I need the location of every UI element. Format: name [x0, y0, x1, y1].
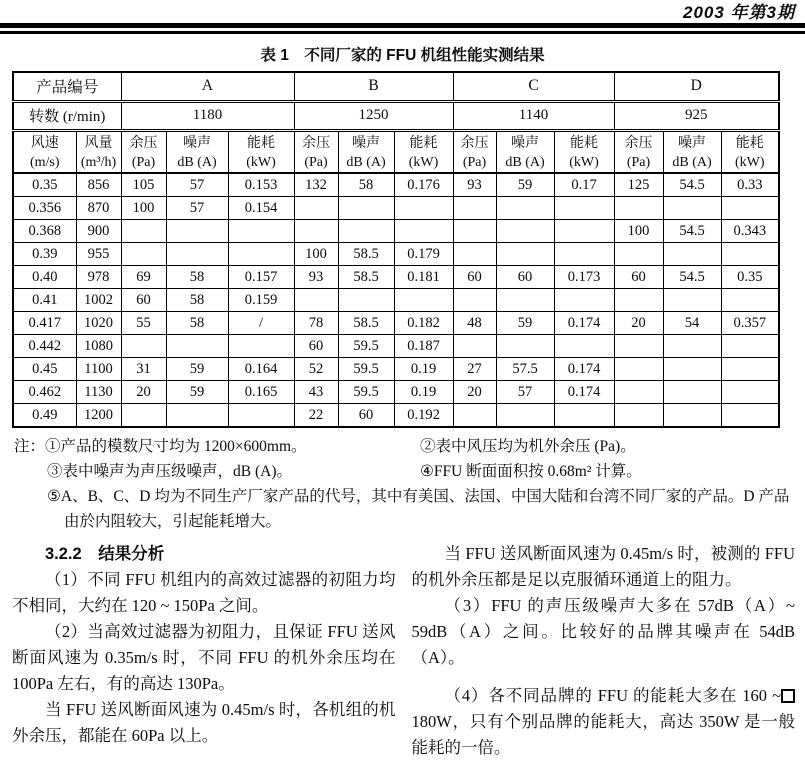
analysis-paragraph-text: （4）各不同品牌的 FFU 的能耗大多在 160 ~ 180W，只有个别品牌的能耗大，高达 350W 是一般能耗的一倍。: [411, 685, 795, 757]
cell-volume: 856: [76, 173, 121, 197]
cell-volume: 1080: [76, 334, 121, 357]
pressure-header-line1: 余压: [460, 135, 489, 151]
cell-value: 0.343: [721, 219, 779, 242]
energy-header-line1: 能耗: [409, 135, 438, 151]
pressure-header-line2: (Pa): [304, 154, 328, 170]
cell-value: [338, 219, 394, 242]
cell-value: [453, 288, 496, 311]
cell-value: 0.357: [721, 311, 779, 334]
notes-label: 注：: [14, 437, 46, 455]
cell-value: 0.157: [228, 265, 294, 288]
cell-value: [338, 196, 394, 219]
analysis-paragraph: （3）FFU 的声压级噪声大多在 57dB（A）~ 59dB（A）之间。比较好的品牌其噪声在 54dB（A）。: [411, 595, 795, 667]
pressure-header-cell: [294, 130, 338, 173]
cell-value: 54.5: [663, 219, 721, 242]
cell-velocity: 0.442: [13, 334, 76, 357]
cell-value: 58: [166, 265, 228, 288]
cell-value: [721, 288, 779, 311]
cell-velocity: 0.45: [13, 357, 76, 380]
cell-value: [453, 196, 496, 219]
noise-header-line2: dB (A): [346, 154, 386, 170]
analysis-right-column: [412, 541, 796, 761]
cell-value: 0.154: [228, 196, 294, 219]
rpm-a-cell: 1180: [121, 101, 294, 130]
analysis-paragraph: （1）不同 FFU 机组内的高效过滤器的初阻力均不相同，大约在 120 ~ 150Pa 之间。: [12, 569, 396, 615]
energy-header-line2: (kW): [246, 154, 276, 170]
cell-value: [614, 334, 663, 357]
cell-value: [453, 403, 496, 427]
note-4: ④FFU 断面面积按 0.68m² 计算。: [420, 462, 642, 480]
cell-value: 0.165: [228, 380, 294, 403]
cell-value: 59: [496, 173, 554, 197]
cell-value: [614, 357, 663, 380]
cell-value: [496, 334, 554, 357]
cell-value: 125: [614, 173, 663, 197]
cell-value: 58.5: [338, 242, 394, 265]
cell-value: 20: [453, 380, 496, 403]
cell-value: [496, 219, 554, 242]
cell-value: 0.174: [554, 357, 614, 380]
noise-header-line1: 噪声: [678, 135, 707, 151]
cell-value: [614, 288, 663, 311]
noise-header-cell: [166, 130, 228, 173]
cell-volume: 1020: [76, 311, 121, 334]
cell-value: [453, 242, 496, 265]
volume-header-line1: 风量: [84, 135, 113, 151]
cell-value: 0.192: [394, 403, 453, 427]
cell-velocity: 0.49: [13, 403, 76, 427]
cell-value: 54.5: [663, 173, 721, 197]
cell-value: 59: [496, 311, 554, 334]
cell-value: [663, 196, 721, 219]
results-table: [12, 71, 780, 428]
cell-velocity: 0.462: [13, 380, 76, 403]
product-b-cell: B: [294, 72, 453, 101]
energy-header-cell: [554, 130, 614, 173]
noise-header-cell: [338, 130, 394, 173]
cell-value: 0.164: [228, 357, 294, 380]
cell-value: /: [228, 311, 294, 334]
product-d-cell: D: [614, 72, 779, 101]
cell-value: 59.5: [338, 357, 394, 380]
cell-volume: 1100: [76, 357, 121, 380]
cell-value: [121, 334, 166, 357]
note-5: ⑤A、B、C、D 均为不同生产厂家产品的代号，其中有美国、法国、中国大陆和台湾不同厂家的产品。D 产品由於内阻较大，引起能耗增大。: [47, 487, 790, 530]
cell-value: 60: [453, 265, 496, 288]
cell-value: [663, 403, 721, 427]
cell-value: [228, 242, 294, 265]
note-3: ③表中噪声为声压级噪声，dB (A)。: [47, 462, 292, 480]
cell-value: 52: [294, 357, 338, 380]
corner-label-cell: 产品编号: [13, 72, 121, 101]
header-rule-bottom: [0, 31, 805, 34]
cell-value: [166, 403, 228, 427]
pressure-header-line1: 余压: [129, 135, 158, 151]
cell-value: 59.5: [338, 380, 394, 403]
cell-value: 48: [453, 311, 496, 334]
cell-value: [554, 334, 614, 357]
table-row: [13, 242, 779, 265]
cell-value: [394, 219, 453, 242]
table-notes: [14, 434, 794, 534]
cell-value: [121, 219, 166, 242]
cell-value: 100: [294, 242, 338, 265]
cell-value: 55: [121, 311, 166, 334]
volume-header-line2: (m³/h): [80, 154, 117, 170]
energy-header-line1: 能耗: [247, 135, 276, 151]
energy-header-line2: (kW): [408, 154, 439, 170]
cell-value: 31: [121, 357, 166, 380]
cell-value: [166, 219, 228, 242]
section-heading: 3.2.2 结果分析: [45, 544, 165, 563]
table-row: [13, 334, 779, 357]
velocity-header-cell: [13, 130, 76, 173]
noise-header-line2: dB (A): [177, 154, 217, 170]
cell-value: [554, 242, 614, 265]
table-row: [13, 173, 779, 197]
cell-velocity: 0.41: [13, 288, 76, 311]
cell-value: [663, 242, 721, 265]
cell-value: 105: [121, 173, 166, 197]
energy-header-line2: (kW): [569, 154, 599, 170]
rpm-d-cell: 925: [614, 101, 779, 130]
table-row: [13, 311, 779, 334]
cell-value: 57: [166, 173, 228, 197]
cell-value: 58.5: [338, 265, 394, 288]
note-2: ②表中风压均为机外余压 (Pa)。: [420, 437, 636, 455]
cell-value: [294, 196, 338, 219]
velocity-header-line1: 风速: [30, 135, 59, 151]
cell-value: 57: [496, 380, 554, 403]
cell-value: [496, 196, 554, 219]
product-c-cell: C: [453, 72, 614, 101]
cell-value: [721, 357, 779, 380]
cell-value: 93: [294, 265, 338, 288]
cell-value: 0.159: [228, 288, 294, 311]
energy-header-cell: [394, 130, 453, 173]
cell-velocity: 0.368: [13, 219, 76, 242]
pressure-header-cell: [121, 130, 166, 173]
cell-value: [228, 219, 294, 242]
cell-value: [721, 403, 779, 427]
cell-value: 0.19: [394, 357, 453, 380]
rpm-header-row: [13, 101, 779, 130]
cell-value: 54.5: [663, 265, 721, 288]
cell-value: [663, 288, 721, 311]
pressure-header-line2: (Pa): [462, 154, 487, 170]
cell-value: 0.187: [394, 334, 453, 357]
cell-value: 54: [663, 311, 721, 334]
cell-value: [121, 242, 166, 265]
cell-value: [228, 334, 294, 357]
energy-header-cell: [721, 130, 779, 173]
cell-value: [554, 403, 614, 427]
metric-header-row: [13, 130, 779, 173]
cell-value: 0.179: [394, 242, 453, 265]
table-row: [13, 357, 779, 380]
product-header-row: [13, 72, 779, 101]
cell-value: 132: [294, 173, 338, 197]
cell-value: [614, 242, 663, 265]
cell-value: [394, 196, 453, 219]
cell-value: [721, 242, 779, 265]
table-row: [13, 380, 779, 403]
note-1-text: ①产品的模数尺寸均为 1200×600mm。: [45, 437, 307, 455]
cell-value: [166, 242, 228, 265]
cell-value: 78: [294, 311, 338, 334]
table-row: [13, 219, 779, 242]
cell-volume: 1200: [76, 403, 121, 427]
cell-value: 58: [338, 173, 394, 197]
analysis-paragraph: [412, 683, 796, 761]
table-row: [13, 288, 779, 311]
cell-value: [663, 357, 721, 380]
results-table-head: [13, 72, 779, 173]
analysis-section: [12, 541, 795, 761]
cell-value: 43: [294, 380, 338, 403]
cell-value: 59.5: [338, 334, 394, 357]
cell-value: 58: [166, 311, 228, 334]
cell-volume: 955: [76, 242, 121, 265]
cell-value: [554, 196, 614, 219]
noise-header-cell: [663, 130, 721, 173]
table-row: [13, 403, 779, 427]
pressure-header-cell: [614, 130, 663, 173]
noise-header-line2: dB (A): [505, 154, 545, 170]
cell-value: [121, 403, 166, 427]
header-rule-top: [0, 23, 805, 28]
cell-value: 0.174: [554, 311, 614, 334]
cell-velocity: 0.356: [13, 196, 76, 219]
cell-value: 60: [338, 403, 394, 427]
cell-value: 0.173: [554, 265, 614, 288]
cell-value: 0.33: [721, 173, 779, 197]
pressure-header-line1: 余压: [624, 135, 653, 151]
cell-value: 60: [121, 288, 166, 311]
cell-value: 59: [166, 380, 228, 403]
rpm-b-cell: 1250: [294, 101, 453, 130]
cell-value: 0.17: [554, 173, 614, 197]
cell-value: 58: [166, 288, 228, 311]
cell-volume: 1002: [76, 288, 121, 311]
cell-value: 57.5: [496, 357, 554, 380]
table-row: [13, 196, 779, 219]
pressure-header-cell: [453, 130, 496, 173]
cell-value: 59: [166, 357, 228, 380]
cell-value: [554, 219, 614, 242]
cell-velocity: 0.35: [13, 173, 76, 197]
cell-value: [453, 334, 496, 357]
cell-value: 20: [121, 380, 166, 403]
rpm-label-cell: 转数 (r/min): [13, 101, 121, 130]
energy-header-cell: [228, 130, 294, 173]
cell-value: [721, 334, 779, 357]
analysis-paragraph: （2）当高效过滤器为初阻力，且保证 FFU 送风断面风速为 0.35m/s 时，不同 FFU 的机外余压均在 100Pa 左右，有的高达 130Pa。: [12, 621, 396, 693]
cell-velocity: 0.39: [13, 242, 76, 265]
velocity-header-line2: (m/s): [29, 154, 60, 170]
cell-value: 0.182: [394, 311, 453, 334]
cell-value: 0.153: [228, 173, 294, 197]
cell-value: [614, 403, 663, 427]
cell-value: 60: [294, 334, 338, 357]
analysis-paragraph: 当 FFU 送风断面风速为 0.45m/s 时，被测的 FFU 的机外余压都是足以克服循环通道上的阻力。: [411, 543, 795, 589]
energy-header-line2: (kW): [735, 154, 765, 170]
cell-value: [614, 196, 663, 219]
noise-header-cell: [496, 130, 554, 173]
cell-value: [663, 334, 721, 357]
cell-value: 0.35: [721, 265, 779, 288]
cell-value: [496, 288, 554, 311]
cell-value: 100: [614, 219, 663, 242]
pressure-header-line2: (Pa): [626, 154, 651, 170]
cell-value: [453, 219, 496, 242]
analysis-paragraph: 当 FFU 送风断面风速为 0.45m/s 时，各机组的机外余压，都能在 60Pa 以上。: [12, 699, 396, 745]
cell-volume: 870: [76, 196, 121, 219]
cell-value: 57: [166, 196, 228, 219]
noise-header-line2: dB (A): [672, 154, 712, 170]
cell-value: [496, 242, 554, 265]
cell-value: 93: [453, 173, 496, 197]
cell-value: [294, 288, 338, 311]
cell-value: 58.5: [338, 311, 394, 334]
article-end-mark: [781, 689, 795, 703]
note-1: [14, 434, 420, 459]
cell-value: [394, 288, 453, 311]
cell-value: 20: [614, 311, 663, 334]
rpm-c-cell: 1140: [453, 101, 614, 130]
energy-header-line1: 能耗: [570, 135, 599, 151]
product-a-cell: A: [121, 72, 294, 101]
cell-value: [614, 380, 663, 403]
cell-value: 22: [294, 403, 338, 427]
cell-volume: 1130: [76, 380, 121, 403]
pressure-header-line1: 余压: [302, 135, 331, 151]
cell-value: [663, 380, 721, 403]
cell-volume: 978: [76, 265, 121, 288]
table-row: [13, 265, 779, 288]
cell-value: 0.181: [394, 265, 453, 288]
cell-value: [496, 403, 554, 427]
cell-value: [554, 288, 614, 311]
cell-value: 0.19: [394, 380, 453, 403]
noise-header-line1: 噪声: [183, 135, 212, 151]
volume-header-cell: [76, 130, 121, 173]
cell-volume: 900: [76, 219, 121, 242]
cell-value: 60: [614, 265, 663, 288]
results-table-body: [13, 173, 779, 427]
cell-value: [166, 334, 228, 357]
cell-value: [721, 380, 779, 403]
cell-velocity: 0.417: [13, 311, 76, 334]
cell-value: [294, 219, 338, 242]
noise-header-line1: 噪声: [511, 135, 540, 151]
cell-value: 69: [121, 265, 166, 288]
cell-value: 0.176: [394, 173, 453, 197]
cell-velocity: 0.40: [13, 265, 76, 288]
table-title: 表 1 不同厂家的 FFU 机组性能实测结果: [260, 47, 545, 64]
cell-value: [721, 196, 779, 219]
cell-value: [338, 288, 394, 311]
analysis-left-column: [12, 541, 396, 761]
pressure-header-line2: (Pa): [131, 154, 156, 170]
noise-header-line1: 噪声: [352, 135, 381, 151]
energy-header-line1: 能耗: [735, 135, 764, 151]
cell-value: 0.174: [554, 380, 614, 403]
cell-value: [228, 403, 294, 427]
cell-value: 100: [121, 196, 166, 219]
cell-value: 60: [496, 265, 554, 288]
cell-value: 27: [453, 357, 496, 380]
journal-issue-header: 2003 年第3期: [683, 3, 795, 22]
